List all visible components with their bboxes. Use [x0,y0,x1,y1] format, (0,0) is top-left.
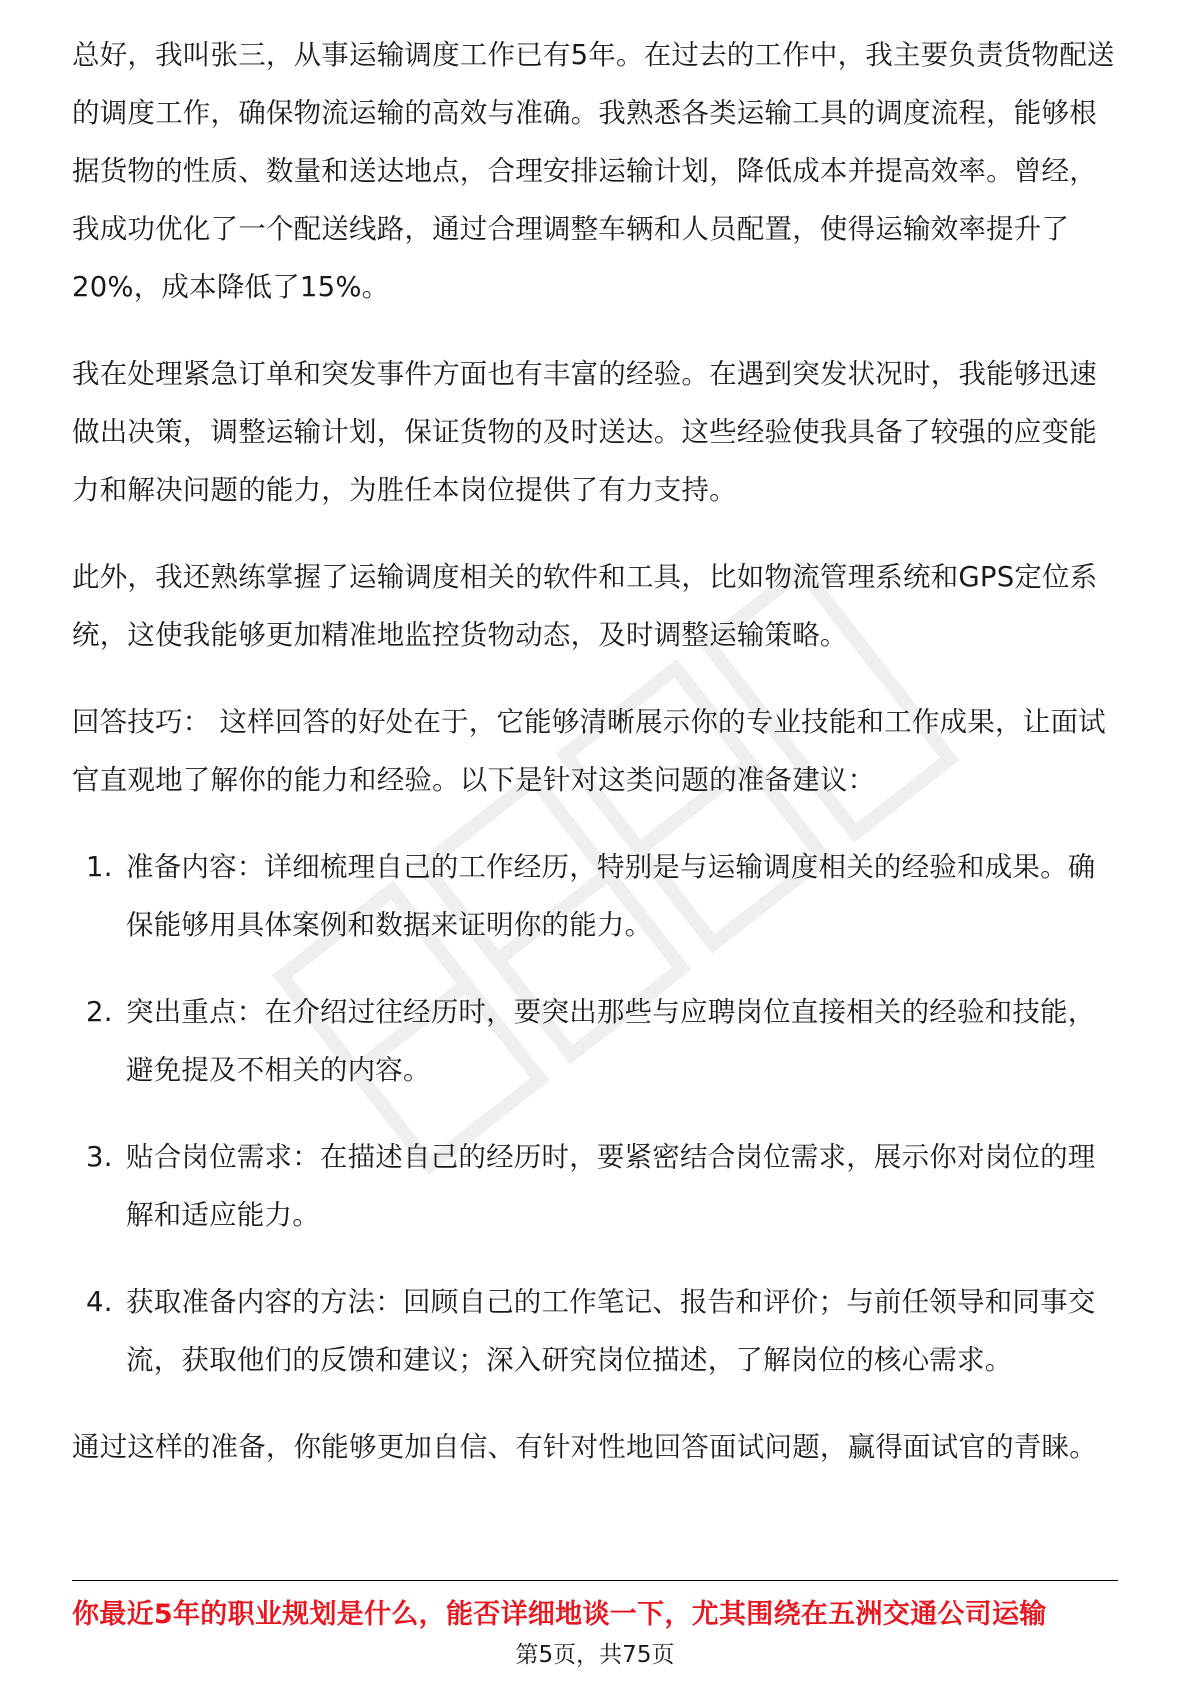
paragraph-closing: 通过这样的准备，你能够更加自信、有针对性地回答面试问题，赢得面试官的青睐。 [72,1431,1097,1463]
document-body [72,26,1122,1505]
page-number: 第5页，共75页 [515,1642,675,1668]
list-text: 突出重点：在介绍过往经历时，要突出那些与应聘岗位直接相关的经验和技能，避免提及不相关的内容。 [126,996,1096,1086]
list-number: 2. [86,996,113,1028]
list-number: 3. [86,1141,113,1173]
list-text: 获取准备内容的方法：回顾自己的工作笔记、报告和评价；与前任领导和同事交流，获取他们的反馈和建议；深入研究岗位描述，了解岗位的核心需求。 [126,1286,1096,1376]
list-number: 1. [86,851,113,883]
list-text: 准备内容：详细梳理自己的工作经历，特别是与运输调度相关的经验和成果。确保能够用具体案例和数据来证明你的能力。 [126,851,1096,941]
next-question-heading: 你最近5年的职业规划是什么，能否详细地谈一下，尤其围绕在五洲交通公司运输 [72,1599,1047,1630]
list-number: 4. [86,1286,113,1318]
paragraph-emergency-experience: 我在处理紧急订单和突发事件方面也有丰富的经验。在遇到突发状况时，我能够迅速做出决策，调整运输计划，保证货物的及时送达。这些经验使我具备了较强的应变能力和解决问题的能力，为胜任本岗位提供了有力支持。 [72,358,1097,506]
list-text: 贴合岗位需求：在描述自己的经历时，要紧密结合岗位需求，展示你对岗位的理解和适应能力。 [126,1141,1096,1231]
list-item [72,1273,1122,1389]
paragraph-software-skills: 此外，我还熟练掌握了运输调度相关的软件和工具，比如物流管理系统和GPS定位系统，这使我能够更加精准地监控货物动态，及时调整运输策略。 [72,561,1098,651]
preparation-list [72,838,1122,1389]
list-item [72,838,1122,954]
footer-divider [72,1580,1118,1581]
paragraph-intro: 总好，我叫张三，从事运输调度工作已有5年。在过去的工作中，我主要负责货物配送的调度工作，确保物流运输的高效与准确。我熟悉各类运输工具的调度流程，能够根据货物的性质、数量和送达地点，合理安排运输计划，降低成本并提高效率。曾经，我成功优化了一个配送线路，通过合理调整车辆和人员配置，使得运输效率提升了20%，成本降低了15%。 [72,39,1115,303]
list-item [72,983,1122,1099]
paragraph-answer-tips: 回答技巧： 这样回答的好处在于，它能够清晰展示你的专业技能和工作成果，让面试官直观地了解你的能力和经验。以下是针对这类问题的准备建议： [72,706,1106,796]
list-item [72,1128,1122,1244]
